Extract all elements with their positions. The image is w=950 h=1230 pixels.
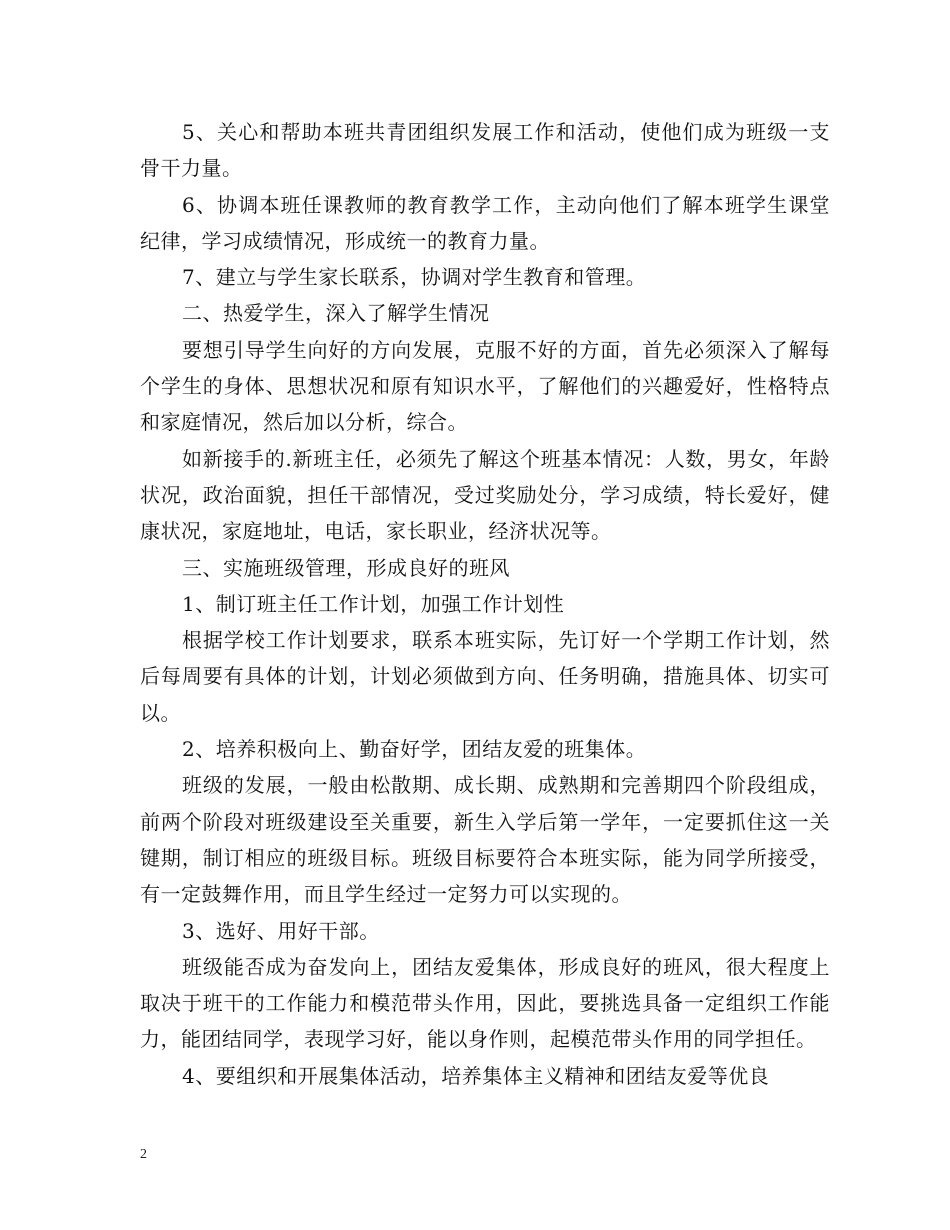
paragraph: 要想引导学生向好的方向发展，克服不好的方面，首先必须深入了解每个学生的身体、思想状况和原有知识水平，了解他们的兴趣爱好，性格特点和家庭情况，然后加以分析，综合。 bbox=[140, 337, 830, 435]
document-body bbox=[140, 114, 830, 1094]
section-heading: 二、热爱学生，深入了解学生情况 bbox=[182, 301, 490, 326]
section-heading: 三、实施班级管理，形成良好的班风 bbox=[182, 555, 510, 580]
page-number: 2 bbox=[140, 1147, 147, 1162]
paragraph: 6、协调本班任课教师的教育教学工作，主动向他们了解本班学生课堂纪律，学习成绩情况，形成统一的教育力量。 bbox=[140, 192, 830, 253]
subsection-heading: 1、制订班主任工作计划，加强工作计划性 bbox=[182, 591, 565, 616]
paragraph: 4、要组织和开展集体活动，培养集体主义精神和团结友爱等优良 bbox=[182, 1063, 770, 1088]
subsection-heading: 2、培养积极向上、勤奋好学，团结友爱的班集体。 bbox=[182, 737, 647, 762]
paragraph: 根据学校工作计划要求，联系本班实际，先订好一个学期工作计划，然后每周要有具体的计划，计划必须做到方向、任务明确，措施具体、切实可以。 bbox=[140, 628, 830, 725]
paragraph: 7、建立与学生家长联系，协调对学生教育和管理。 bbox=[182, 265, 647, 290]
paragraph: 班级的发展，一般由松散期、成长期、成熟期和完善期四个阶段组成，前两个阶段对班级建设至关重要，新生入学后第一学年，一定要抓住这一关键期，制订相应的班级目标。班级目标要符合本班实际，能为同学所接受，有一定鼓舞作用，而且学生经过一定努力可以实现的。 bbox=[140, 773, 830, 907]
paragraph: 班级能否成为奋发向上，团结友爱集体，形成良好的班风，很大程度上取决于班干的工作能力和模范带头作用，因此，要挑选具备一定组织工作能力，能团结同学，表现学习好，能以身作则，起模范带头作用的同学担任。 bbox=[140, 954, 830, 1052]
paragraph: 如新接手的.新班主任，必须先了解这个班基本情况：人数，男女，年龄状况，政治面貌，担任干部情况，受过奖励处分，学习成绩，特长爱好，健康状况，家庭地址，电话，家长职业，经济状况等。 bbox=[140, 446, 830, 544]
paragraph: 5、关心和帮助本班共青团组织发展工作和活动，使他们成为班级一支骨干力量。 bbox=[140, 120, 830, 181]
subsection-heading: 3、选好、用好干部。 bbox=[182, 918, 380, 943]
